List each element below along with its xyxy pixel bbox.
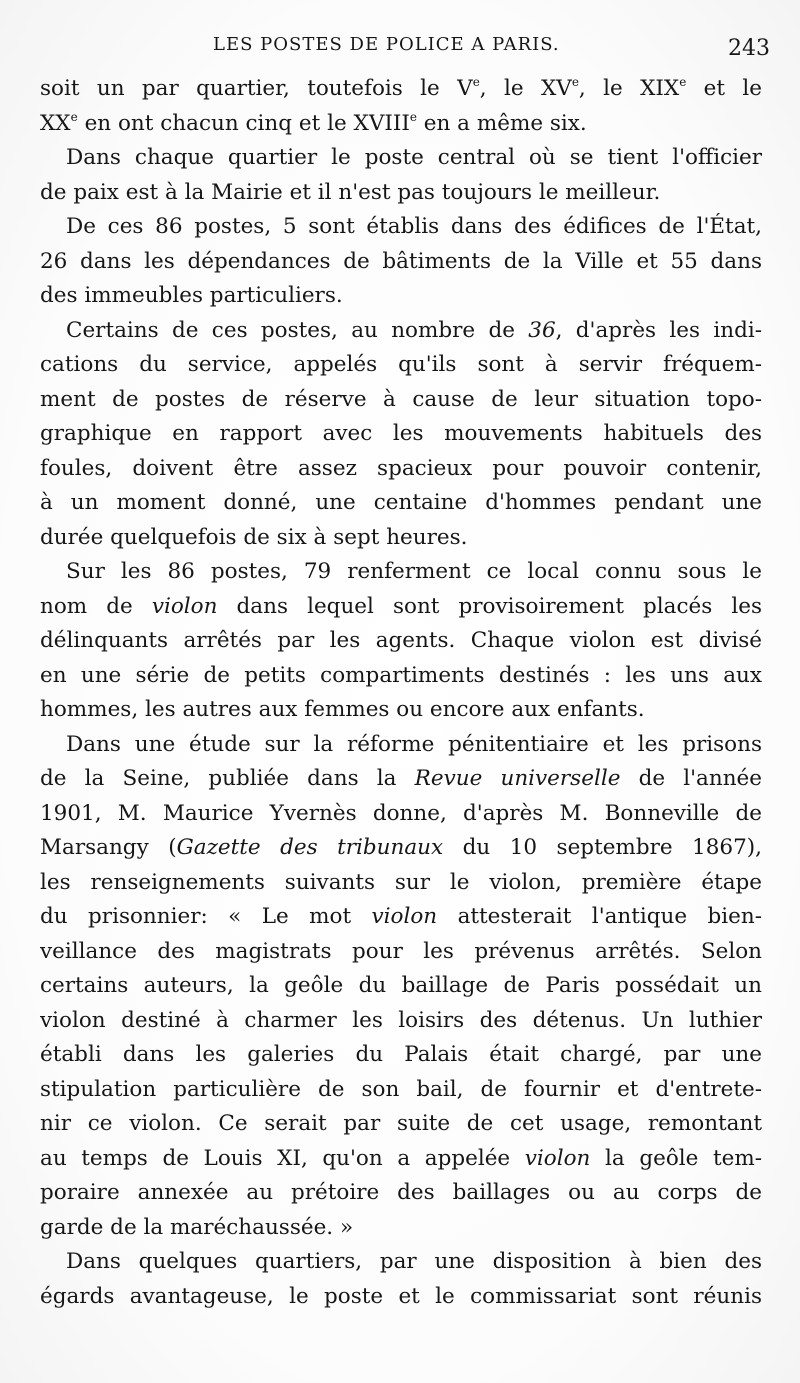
text-line: délinquants arrêtés par les agents. Chaque violon est divisé: [40, 628, 762, 653]
text-line: De ces 86 postes, 5 sont établis dans des édifices de l'État,: [66, 214, 762, 239]
text-line: 26 dans les dépendances de bâtiments de la Ville et 55 dans: [40, 248, 762, 274]
text-line: hommes, les autres aux femmes ou encore aux enfants.: [40, 697, 645, 722]
text-line: Dans quelques quartiers, par une disposition à bien des: [66, 1249, 762, 1274]
text-line: Certains de ces postes, au nombre de 36, d'après les indi-: [66, 317, 762, 343]
text-line: stipulation particulière de son bail, de fournir et d'entrete-: [40, 1076, 762, 1102]
body-text: [40, 72, 762, 1314]
text-line: nir ce violon. Ce serait par suite de cet usage, remontant: [40, 1111, 762, 1136]
text-line: Sur les 86 postes, 79 renferment ce local connu sous le: [66, 559, 762, 584]
text-line: Dans chaque quartier le poste central où se tient l'officier: [66, 145, 762, 170]
page-header: [0, 34, 800, 64]
text-line: garde de la maréchaussée. »: [40, 1214, 354, 1240]
text-line: de paix est à la Mairie et il n'est pas toujours le meilleur.: [40, 179, 661, 205]
text-line: violon destiné à charmer les loisirs des détenus. Un luthier: [40, 1007, 762, 1033]
text-line: XXe en ont chacun cinq et le XVIIIe en a même six.: [40, 109, 587, 136]
text-line: soit un par quartier, toutefois le Ve, le XVe, le XIXe et le: [40, 75, 762, 101]
text-line: au temps de Louis XI, qu'on a appelée violon la geôle tem-: [40, 1145, 762, 1171]
page-number: 243: [728, 36, 770, 61]
text-line: à un moment donné, une centaine d'hommes pendant une: [40, 490, 762, 515]
text-line: des immeubles particuliers.: [40, 283, 343, 308]
text-line: veillance des magistrats pour les prévenus arrêtés. Selon: [40, 938, 762, 964]
running-title: LES POSTES DE POLICE A PARIS.: [213, 34, 560, 55]
text-line: en une série de petits compartiments destinés : les uns aux: [40, 662, 762, 688]
text-line: nom de violon dans lequel sont provisoirement placés les: [40, 593, 762, 619]
text-line: les renseignements suivants sur le violon, première étape: [40, 869, 762, 895]
text-line: ment de postes de réserve à cause de leur situation topo-: [40, 386, 762, 412]
text-line: Dans une étude sur la réforme pénitentiaire et les prisons: [66, 731, 762, 757]
text-line: de la Seine, publiée dans la Revue universelle de l'année: [40, 766, 762, 791]
text-line: foules, doivent être assez spacieux pour pouvoir contenir,: [40, 455, 762, 481]
text-line: certains auteurs, la geôle du baillage de Paris possédait un: [40, 973, 762, 998]
text-line: établi dans les galeries du Palais était chargé, par une: [40, 1042, 762, 1067]
text-line: poraire annexée au prétoire des baillages ou au corps de: [40, 1180, 762, 1205]
text-line: du prisonnier: « Le mot violon attesterait l'antique bien-: [40, 904, 762, 929]
text-line: cations du service, appelés qu'ils sont à servir fréquem-: [40, 352, 762, 377]
text-line: 1901, M. Maurice Yvernès donne, d'après M. Bonneville de: [40, 800, 762, 826]
text-line: durée quelquefois de six à sept heures.: [40, 524, 468, 550]
text-line: égards avantageuse, le poste et le commissariat sont réunis: [40, 1283, 762, 1309]
text-line: Marsangy (Gazette des tribunaux du 10 septembre 1867),: [40, 835, 762, 860]
text-line: graphique en rapport avec les mouvements habituels des: [40, 421, 762, 446]
